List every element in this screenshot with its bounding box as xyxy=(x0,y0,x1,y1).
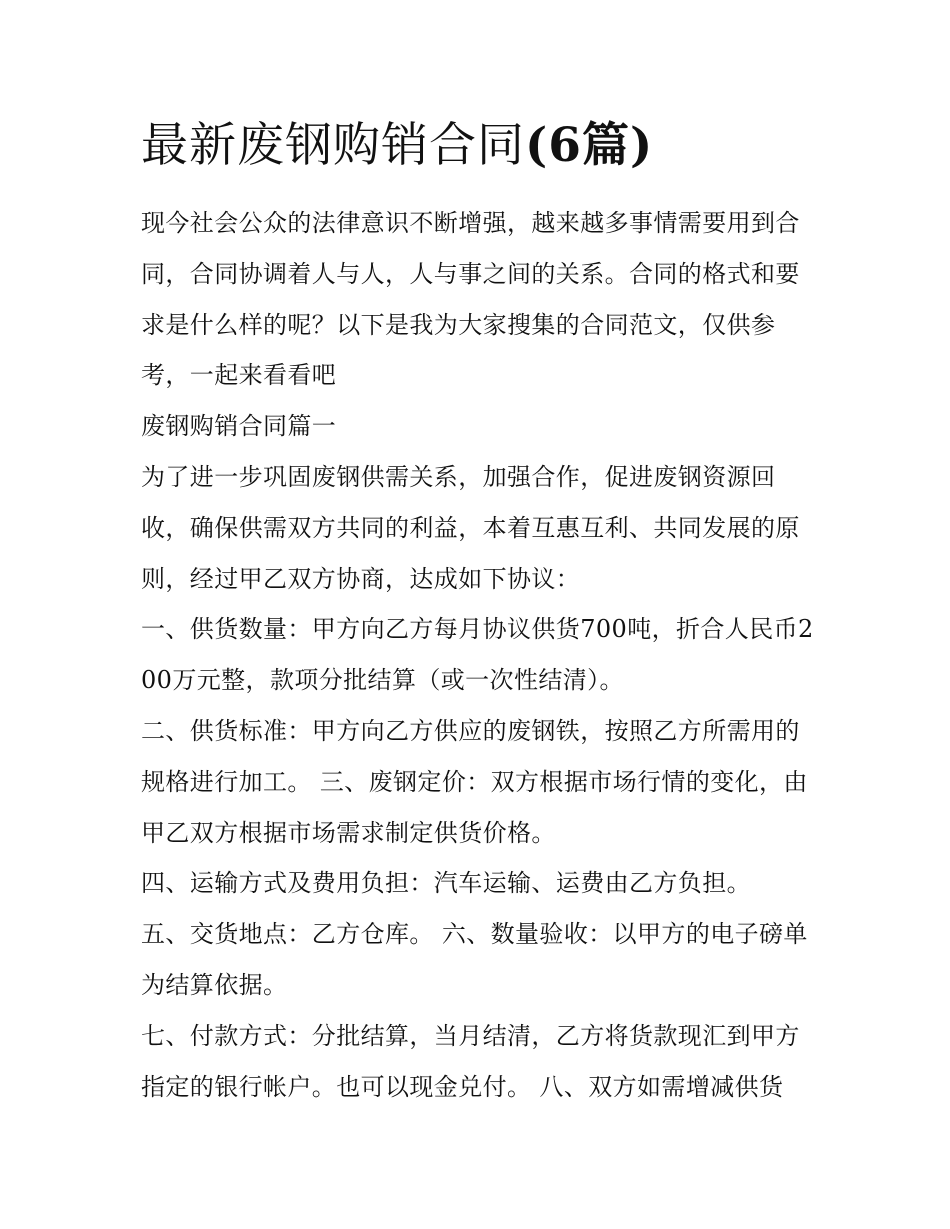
document-body xyxy=(141,198,821,1112)
document-page xyxy=(141,112,821,1112)
section-heading: 废钢购销合同篇一 xyxy=(141,412,337,441)
clause-paragraph: 二、供货标准：甲方向乙方供应的废钢铁，按照乙方所需用的规格进行加工。 三、废钢定价：双方根据市场行情的变化，由甲乙双方根据市场需求制定供货价格。 xyxy=(141,716,808,847)
clause-paragraph: 七、付款方式：分批结算，当月结清，乙方将货款现汇到甲方指定的银行帐户。也可以现金兑付。 八、双方如需增减供货 xyxy=(141,1021,800,1101)
title-suffix: (6篇) xyxy=(525,118,654,173)
title-main: 最新废钢购销合同 xyxy=(141,118,525,173)
document-title xyxy=(141,112,821,180)
clause-paragraph: 五、交货地点：乙方仓库。 六、数量验收：以甲方的电子磅单为结算依据。 xyxy=(141,920,808,999)
preamble-paragraph: 为了进一步巩固废钢供需关系，加强合作，促进废钢资源回收，确保供需双方共同的利益，本着互惠互利、共同发展的原则，经过甲乙双方协商，达成如下协议： xyxy=(141,462,800,593)
clause-paragraph: 一、供货数量：甲方向乙方每月协议供货700吨，折合人民币200万元整，款项分批结算（或一次性结清）。 xyxy=(141,615,814,695)
intro-paragraph: 现今社会公众的法律意识不断增强，越来越多事情需要用到合同，合同协调着人与人，人与事之间的关系。合同的格式和要求是什么样的呢？以下是我为大家搜集的合同范文，仅供参考，一起来看看吧 xyxy=(141,209,800,390)
clause-paragraph: 四、运输方式及费用负担：汽车运输、运费由乙方负担。 xyxy=(141,869,751,898)
